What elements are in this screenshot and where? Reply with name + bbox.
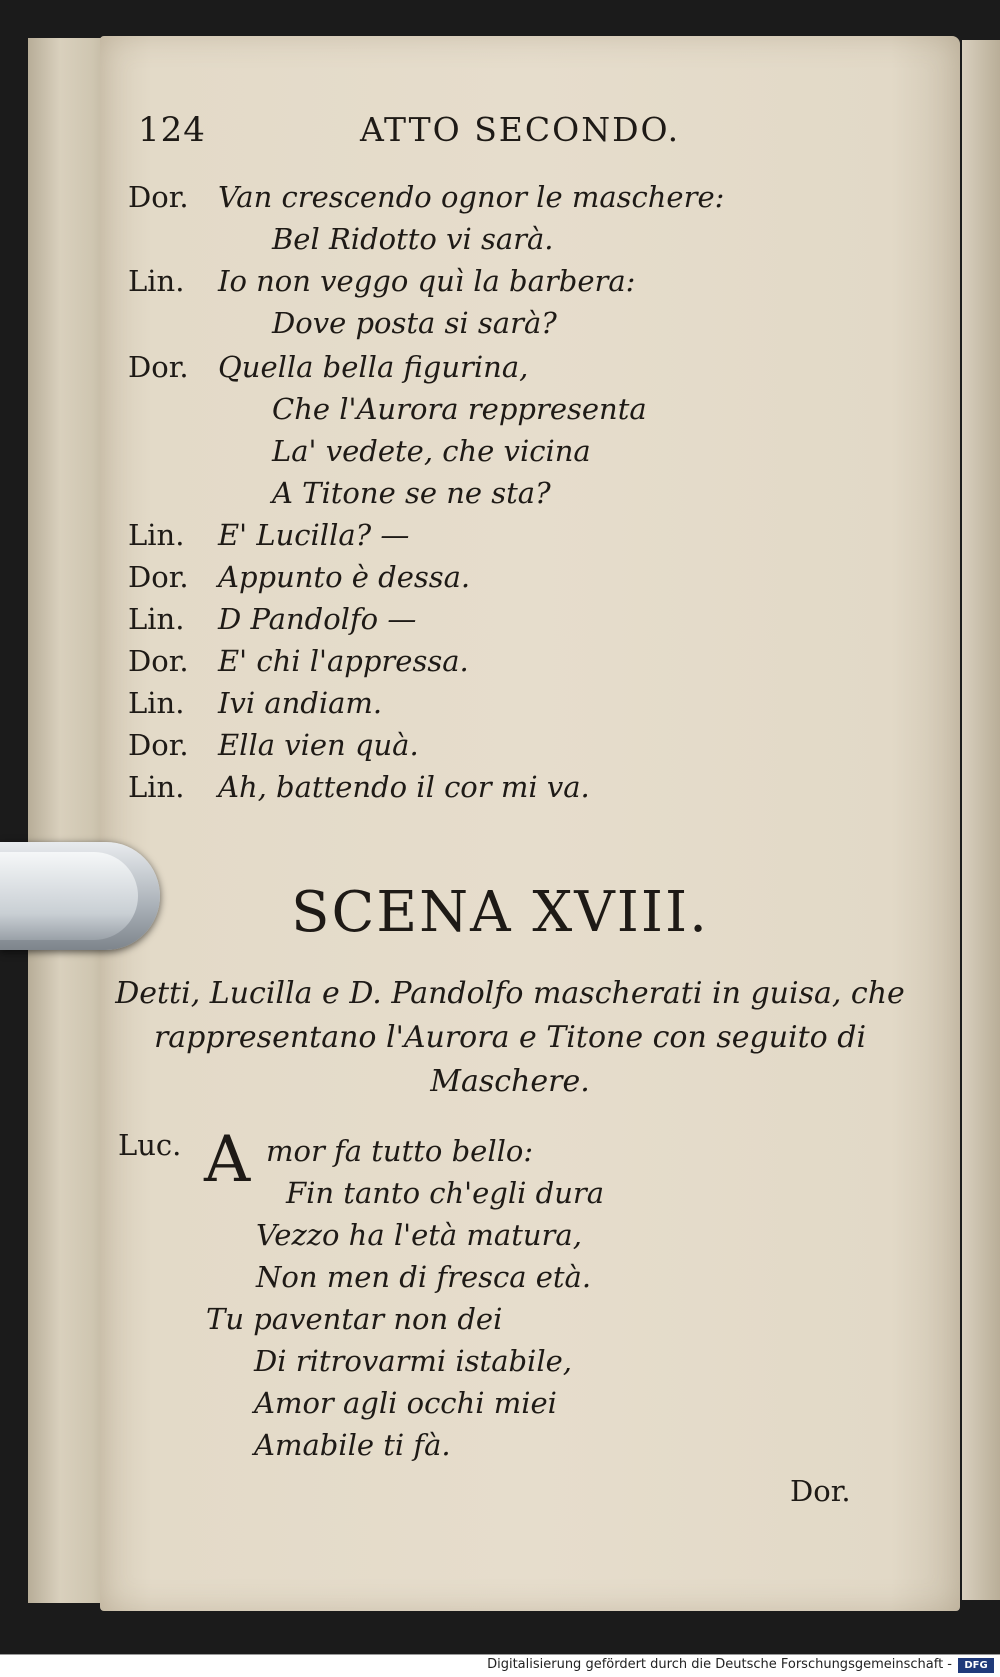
dialogue-line xyxy=(0,518,1000,558)
aria-line xyxy=(0,1260,1000,1300)
dialogue-line xyxy=(0,728,1000,768)
dialogue-line xyxy=(0,560,1000,600)
speaker: Dor. xyxy=(128,350,189,384)
line-text: Amor agli occhi miei xyxy=(254,1386,557,1420)
line-text: Appunto è dessa. xyxy=(218,560,471,594)
dialogue-line xyxy=(0,476,1000,516)
line-text: Amabile ti fà. xyxy=(254,1428,451,1462)
speaker: Lin. xyxy=(128,264,185,298)
dialogue-line xyxy=(0,686,1000,726)
dialogue-line xyxy=(0,770,1000,810)
line-text: Ah, battendo il cor mi va. xyxy=(218,770,590,804)
dialogue-line xyxy=(0,644,1000,684)
line-text: Ella vien quà. xyxy=(218,728,419,762)
dialogue-line xyxy=(0,222,1000,262)
aria-line xyxy=(0,1428,1000,1468)
speaker: Dor. xyxy=(128,560,189,594)
speaker: Dor. xyxy=(128,180,189,214)
line-text: Che l'Aurora reppresenta xyxy=(272,392,647,426)
speaker: Luc. xyxy=(118,1128,182,1162)
footer-credit: Digitalisierung gefördert durch die Deutsche Forschungsgemeinschaft - xyxy=(487,1657,952,1672)
line-text: Io non veggo quì la barbera: xyxy=(218,264,636,298)
speaker: Dor. xyxy=(128,644,189,678)
dialogue-line xyxy=(0,602,1000,642)
aria-line xyxy=(0,1302,1000,1342)
line-text: Van crescendo ognor le maschere: xyxy=(218,180,725,214)
line-text: E' chi l'appressa. xyxy=(218,644,469,678)
scene-title: SCENA XVIII. xyxy=(291,880,709,945)
aria-line xyxy=(0,1176,1000,1216)
page-clip-highlight xyxy=(0,852,138,940)
speaker: Lin. xyxy=(128,686,185,720)
line-text: A Titone se ne sta? xyxy=(272,476,551,510)
aria-line xyxy=(0,1134,1000,1174)
page-header xyxy=(0,110,1000,160)
aria-line xyxy=(0,1218,1000,1258)
dialogue-line xyxy=(0,180,1000,220)
line-text: Ivi andiam. xyxy=(218,686,383,720)
dialogue-line xyxy=(0,434,1000,474)
speaker: Lin. xyxy=(128,770,185,804)
dialogue-line xyxy=(0,264,1000,304)
dialogue-line xyxy=(0,392,1000,432)
aria-line xyxy=(0,1344,1000,1384)
running-head: ATTO SECONDO. xyxy=(360,110,681,149)
line-text: Quella bella figurina, xyxy=(218,350,529,384)
drop-cap: A xyxy=(204,1123,251,1197)
dialogue-line xyxy=(0,306,1000,346)
speaker: Lin. xyxy=(128,602,185,636)
line-text: Bel Ridotto vi sarà. xyxy=(272,222,554,256)
catchword: Dor. xyxy=(790,1474,851,1508)
line-text: Dove posta si sarà? xyxy=(272,306,557,340)
line-text: Non men di fresca età. xyxy=(256,1260,592,1294)
stage-direction: Detti, Lucilla e D. Pandolfo mascherati in guisa, che rappresentano l'Aurora e Titone con seguito di Maschere. xyxy=(115,976,905,1099)
line-text: D Pandolfo — xyxy=(218,602,417,636)
speaker: Lin. xyxy=(128,518,185,552)
line-text: Vezzo ha l'età matura, xyxy=(256,1218,582,1252)
page-clip xyxy=(0,842,160,950)
line-text: mor fa tutto bello: xyxy=(266,1134,534,1168)
page-number: 124 xyxy=(138,110,206,150)
line-text: Tu paventar non dei xyxy=(206,1302,503,1336)
footer-bar xyxy=(0,1654,1000,1677)
dialogue-line xyxy=(0,350,1000,390)
line-text: E' Lucilla? — xyxy=(218,518,410,552)
speaker: Dor. xyxy=(128,728,189,762)
aria-line xyxy=(0,1386,1000,1426)
line-text: Fin tanto ch'egli dura xyxy=(286,1176,605,1210)
dfg-logo: DFG xyxy=(958,1658,994,1673)
line-text: Di ritrovarmi istabile, xyxy=(254,1344,572,1378)
line-text: La' vedete, che vicina xyxy=(272,434,591,468)
